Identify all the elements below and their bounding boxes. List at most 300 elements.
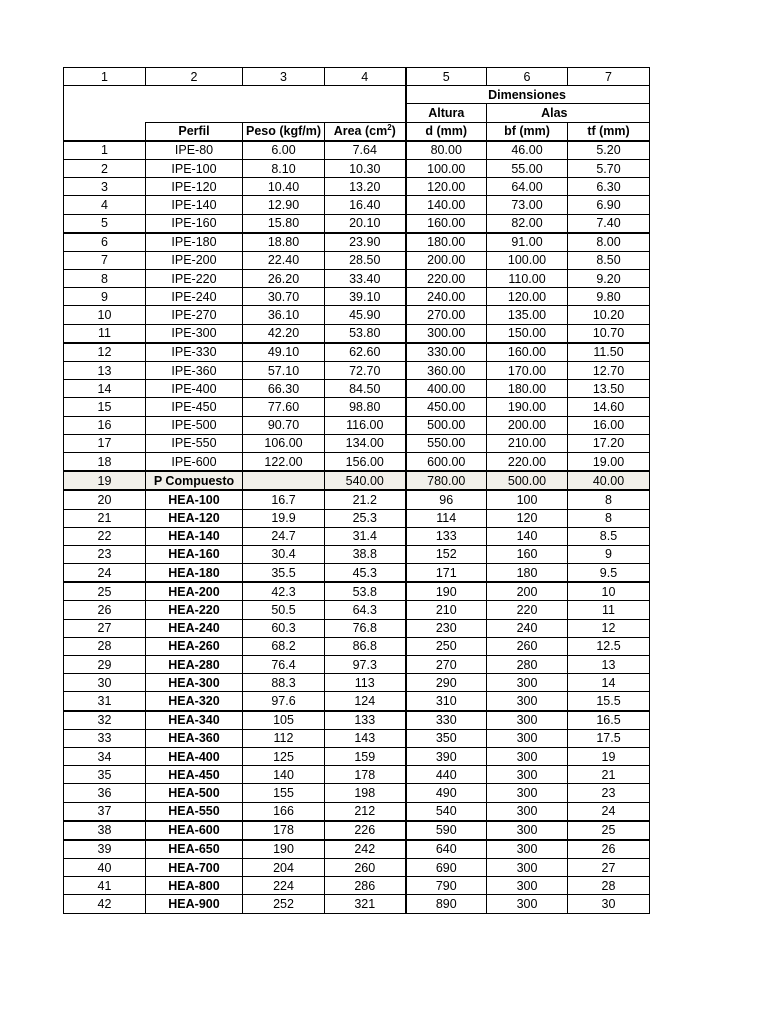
cell-perfil[interactable]: IPE-600 (146, 452, 243, 471)
cell-area[interactable]: 16.40 (325, 196, 406, 214)
cell-peso[interactable] (243, 471, 325, 490)
cell-perfil[interactable]: HEA-400 (146, 747, 243, 765)
cell-area[interactable]: 212 (325, 802, 406, 821)
cell-ala-tf[interactable]: 11.50 (568, 343, 650, 362)
empty-cell[interactable] (325, 86, 406, 104)
cell-ala-tf[interactable]: 10.70 (568, 324, 650, 343)
cell-ala-bf[interactable]: 300 (487, 784, 568, 802)
cell-peso[interactable]: 24.7 (243, 527, 325, 545)
cell-peso[interactable]: 224 (243, 877, 325, 895)
cell-perfil[interactable]: IPE-220 (146, 270, 243, 288)
cell-area[interactable]: 134.00 (325, 434, 406, 452)
cell-peso[interactable]: 252 (243, 895, 325, 913)
cell-area[interactable]: 21.2 (325, 490, 406, 509)
cell-area[interactable]: 7.64 (325, 141, 406, 160)
cell-ala-bf[interactable]: 300 (487, 766, 568, 784)
cell-perfil[interactable]: IPE-400 (146, 380, 243, 398)
cell-peso[interactable]: 30.70 (243, 288, 325, 306)
cell-perfil[interactable]: HEA-600 (146, 821, 243, 840)
cell-peso[interactable]: 90.70 (243, 416, 325, 434)
cell-ala-tf[interactable]: 12 (568, 619, 650, 637)
header-area[interactable] (325, 122, 406, 141)
empty-cell[interactable] (64, 122, 146, 141)
cell-row-number[interactable]: 27 (64, 619, 146, 637)
cell-perfil[interactable]: HEA-650 (146, 840, 243, 859)
cell-row-number[interactable]: 12 (64, 343, 146, 362)
cell-row-number[interactable]: 13 (64, 362, 146, 380)
cell-area[interactable]: 156.00 (325, 452, 406, 471)
cell-row-number[interactable]: 6 (64, 233, 146, 252)
empty-cell[interactable] (243, 86, 325, 104)
cell-peso[interactable]: 12.90 (243, 196, 325, 214)
cell-ala-bf[interactable]: 300 (487, 747, 568, 765)
cell-ala-tf[interactable]: 19.00 (568, 452, 650, 471)
cell-peso[interactable]: 42.20 (243, 324, 325, 343)
cell-ala-tf[interactable]: 5.20 (568, 141, 650, 160)
cell-peso[interactable]: 35.5 (243, 564, 325, 583)
cell-peso[interactable]: 125 (243, 747, 325, 765)
cell-peso[interactable]: 106.00 (243, 434, 325, 452)
cell-altura-d[interactable]: 133 (406, 527, 487, 545)
cell-area[interactable]: 10.30 (325, 159, 406, 177)
cell-perfil[interactable]: IPE-450 (146, 398, 243, 416)
cell-ala-tf[interactable]: 6.90 (568, 196, 650, 214)
cell-ala-tf[interactable]: 14.60 (568, 398, 650, 416)
cell-ala-bf[interactable]: 500.00 (487, 471, 568, 490)
cell-altura-d[interactable]: 180.00 (406, 233, 487, 252)
cell-ala-tf[interactable]: 13.50 (568, 380, 650, 398)
cell-ala-tf[interactable]: 11 (568, 601, 650, 619)
cell-ala-tf[interactable]: 9.20 (568, 270, 650, 288)
cell-ala-tf[interactable]: 8.5 (568, 527, 650, 545)
cell-perfil[interactable]: IPE-180 (146, 233, 243, 252)
cell-perfil[interactable]: HEA-360 (146, 729, 243, 747)
cell-ala-bf[interactable]: 120 (487, 509, 568, 527)
cell-row-number[interactable]: 39 (64, 840, 146, 859)
cell-altura-d[interactable]: 171 (406, 564, 487, 583)
cell-row-number[interactable]: 1 (64, 141, 146, 160)
cell-altura-d[interactable]: 160.00 (406, 214, 487, 233)
cell-perfil[interactable]: IPE-240 (146, 288, 243, 306)
cell-peso[interactable]: 97.6 (243, 692, 325, 711)
cell-peso[interactable]: 50.5 (243, 601, 325, 619)
cell-row-number[interactable]: 37 (64, 802, 146, 821)
cell-altura-d[interactable]: 360.00 (406, 362, 487, 380)
cell-area[interactable]: 133 (325, 711, 406, 730)
cell-ala-tf[interactable]: 40.00 (568, 471, 650, 490)
cell-area[interactable]: 198 (325, 784, 406, 802)
cell-ala-tf[interactable]: 6.30 (568, 178, 650, 196)
cell-row-number[interactable]: 29 (64, 656, 146, 674)
cell-altura-d[interactable]: 330 (406, 711, 487, 730)
cell-ala-tf[interactable]: 8 (568, 490, 650, 509)
cell-ala-tf[interactable]: 27 (568, 859, 650, 877)
cell-perfil[interactable]: HEA-900 (146, 895, 243, 913)
cell-perfil[interactable]: HEA-260 (146, 637, 243, 655)
empty-cell[interactable] (64, 104, 146, 122)
cell-peso[interactable]: 18.80 (243, 233, 325, 252)
cell-altura-d[interactable]: 96 (406, 490, 487, 509)
cell-area[interactable]: 143 (325, 729, 406, 747)
cell-area[interactable]: 13.20 (325, 178, 406, 196)
cell-row-number[interactable]: 26 (64, 601, 146, 619)
cell-peso[interactable]: 155 (243, 784, 325, 802)
cell-row-number[interactable]: 2 (64, 159, 146, 177)
cell-ala-tf[interactable]: 28 (568, 877, 650, 895)
cell-ala-tf[interactable]: 17.20 (568, 434, 650, 452)
cell-area[interactable]: 76.8 (325, 619, 406, 637)
cell-altura-d[interactable]: 270.00 (406, 306, 487, 324)
cell-altura-d[interactable]: 240.00 (406, 288, 487, 306)
cell-row-number[interactable]: 9 (64, 288, 146, 306)
cell-area[interactable]: 45.3 (325, 564, 406, 583)
cell-peso[interactable]: 30.4 (243, 545, 325, 563)
cell-peso[interactable]: 178 (243, 821, 325, 840)
cell-ala-bf[interactable]: 300 (487, 840, 568, 859)
cell-perfil[interactable]: IPE-500 (146, 416, 243, 434)
cell-ala-bf[interactable]: 160.00 (487, 343, 568, 362)
cell-perfil[interactable]: IPE-120 (146, 178, 243, 196)
cell-ala-tf[interactable]: 17.5 (568, 729, 650, 747)
cell-area[interactable]: 64.3 (325, 601, 406, 619)
cell-area[interactable]: 53.8 (325, 582, 406, 601)
cell-perfil[interactable]: HEA-700 (146, 859, 243, 877)
cell-peso[interactable]: 16.7 (243, 490, 325, 509)
cell-ala-tf[interactable]: 14 (568, 674, 650, 692)
cell-row-number[interactable]: 42 (64, 895, 146, 913)
cell-ala-tf[interactable]: 12.5 (568, 637, 650, 655)
cell-ala-bf[interactable]: 300 (487, 674, 568, 692)
cell-ala-bf[interactable]: 140 (487, 527, 568, 545)
cell-row-number[interactable]: 7 (64, 251, 146, 269)
cell-ala-bf[interactable]: 300 (487, 859, 568, 877)
cell-area[interactable]: 242 (325, 840, 406, 859)
cell-perfil[interactable]: IPE-270 (146, 306, 243, 324)
col-number-4[interactable]: 4 (325, 68, 406, 86)
cell-peso[interactable]: 166 (243, 802, 325, 821)
cell-ala-tf[interactable]: 9.80 (568, 288, 650, 306)
cell-row-number[interactable]: 11 (64, 324, 146, 343)
cell-ala-bf[interactable]: 300 (487, 895, 568, 913)
cell-ala-bf[interactable]: 300 (487, 821, 568, 840)
cell-altura-d[interactable]: 300.00 (406, 324, 487, 343)
cell-altura-d[interactable]: 450.00 (406, 398, 487, 416)
cell-peso[interactable]: 57.10 (243, 362, 325, 380)
cell-ala-bf[interactable]: 300 (487, 802, 568, 821)
group-header-dimensiones[interactable]: Dimensiones (487, 86, 568, 104)
cell-ala-tf[interactable]: 10 (568, 582, 650, 601)
cell-row-number[interactable]: 17 (64, 434, 146, 452)
sub-header-alas[interactable]: Alas (487, 104, 568, 122)
cell-area[interactable]: 159 (325, 747, 406, 765)
cell-ala-tf[interactable]: 7.40 (568, 214, 650, 233)
cell-perfil[interactable]: IPE-160 (146, 214, 243, 233)
cell-perfil[interactable]: HEA-180 (146, 564, 243, 583)
cell-ala-tf[interactable]: 21 (568, 766, 650, 784)
cell-altura-d[interactable]: 190 (406, 582, 487, 601)
cell-ala-tf[interactable]: 16.5 (568, 711, 650, 730)
cell-ala-bf[interactable]: 100.00 (487, 251, 568, 269)
cell-ala-tf[interactable]: 19 (568, 747, 650, 765)
cell-row-number[interactable]: 31 (64, 692, 146, 711)
cell-perfil[interactable]: IPE-100 (146, 159, 243, 177)
empty-cell[interactable] (325, 104, 406, 122)
cell-altura-d[interactable]: 140.00 (406, 196, 487, 214)
cell-ala-bf[interactable]: 300 (487, 877, 568, 895)
header-perfil[interactable]: Perfil (146, 122, 243, 141)
cell-area[interactable]: 97.3 (325, 656, 406, 674)
cell-row-number[interactable]: 24 (64, 564, 146, 583)
cell-altura-d[interactable]: 440 (406, 766, 487, 784)
cell-altura-d[interactable]: 640 (406, 840, 487, 859)
col-number-6[interactable]: 6 (487, 68, 568, 86)
cell-area[interactable]: 38.8 (325, 545, 406, 563)
cell-row-number[interactable]: 38 (64, 821, 146, 840)
cell-ala-tf[interactable]: 15.5 (568, 692, 650, 711)
cell-perfil[interactable]: HEA-280 (146, 656, 243, 674)
cell-altura-d[interactable]: 114 (406, 509, 487, 527)
cell-row-number[interactable]: 15 (64, 398, 146, 416)
cell-ala-tf[interactable]: 8.00 (568, 233, 650, 252)
cell-area[interactable]: 53.80 (325, 324, 406, 343)
cell-altura-d[interactable]: 80.00 (406, 141, 487, 160)
cell-row-number[interactable]: 5 (64, 214, 146, 233)
cell-perfil[interactable]: IPE-300 (146, 324, 243, 343)
cell-ala-tf[interactable]: 26 (568, 840, 650, 859)
cell-area[interactable]: 178 (325, 766, 406, 784)
cell-row-number[interactable]: 36 (64, 784, 146, 802)
cell-row-number[interactable]: 21 (64, 509, 146, 527)
cell-row-number[interactable]: 10 (64, 306, 146, 324)
cell-perfil[interactable]: HEA-100 (146, 490, 243, 509)
empty-cell[interactable] (243, 104, 325, 122)
cell-ala-tf[interactable]: 23 (568, 784, 650, 802)
cell-ala-tf[interactable]: 9.5 (568, 564, 650, 583)
cell-ala-bf[interactable]: 190.00 (487, 398, 568, 416)
cell-ala-tf[interactable]: 10.20 (568, 306, 650, 324)
cell-area[interactable]: 31.4 (325, 527, 406, 545)
cell-peso[interactable]: 68.2 (243, 637, 325, 655)
cell-peso[interactable]: 60.3 (243, 619, 325, 637)
cell-row-number[interactable]: 16 (64, 416, 146, 434)
cell-perfil[interactable]: HEA-300 (146, 674, 243, 692)
cell-perfil[interactable]: HEA-220 (146, 601, 243, 619)
cell-area[interactable]: 28.50 (325, 251, 406, 269)
cell-area[interactable]: 98.80 (325, 398, 406, 416)
cell-perfil[interactable]: IPE-550 (146, 434, 243, 452)
cell-peso[interactable]: 66.30 (243, 380, 325, 398)
cell-row-number[interactable]: 32 (64, 711, 146, 730)
cell-perfil[interactable]: HEA-200 (146, 582, 243, 601)
cell-peso[interactable]: 22.40 (243, 251, 325, 269)
cell-altura-d[interactable]: 540 (406, 802, 487, 821)
cell-perfil[interactable]: HEA-450 (146, 766, 243, 784)
cell-row-number[interactable]: 28 (64, 637, 146, 655)
cell-row-number[interactable]: 33 (64, 729, 146, 747)
cell-peso[interactable]: 26.20 (243, 270, 325, 288)
cell-ala-bf[interactable]: 200 (487, 582, 568, 601)
cell-ala-tf[interactable]: 16.00 (568, 416, 650, 434)
cell-perfil[interactable]: HEA-550 (146, 802, 243, 821)
cell-perfil[interactable]: HEA-160 (146, 545, 243, 563)
cell-area[interactable]: 62.60 (325, 343, 406, 362)
cell-altura-d[interactable]: 230 (406, 619, 487, 637)
header-d[interactable]: d (mm) (406, 122, 487, 141)
cell-ala-bf[interactable]: 55.00 (487, 159, 568, 177)
cell-peso[interactable]: 15.80 (243, 214, 325, 233)
cell-peso[interactable]: 19.9 (243, 509, 325, 527)
cell-area[interactable]: 39.10 (325, 288, 406, 306)
cell-ala-bf[interactable]: 46.00 (487, 141, 568, 160)
cell-area[interactable]: 540.00 (325, 471, 406, 490)
cell-row-number[interactable]: 8 (64, 270, 146, 288)
cell-row-number[interactable]: 35 (64, 766, 146, 784)
cell-peso[interactable]: 105 (243, 711, 325, 730)
cell-peso[interactable]: 42.3 (243, 582, 325, 601)
cell-area[interactable]: 72.70 (325, 362, 406, 380)
cell-row-number[interactable]: 34 (64, 747, 146, 765)
cell-altura-d[interactable]: 290 (406, 674, 487, 692)
cell-area[interactable]: 45.90 (325, 306, 406, 324)
cell-ala-bf[interactable]: 170.00 (487, 362, 568, 380)
cell-altura-d[interactable]: 780.00 (406, 471, 487, 490)
cell-area[interactable]: 226 (325, 821, 406, 840)
cell-ala-bf[interactable]: 280 (487, 656, 568, 674)
cell-peso[interactable]: 49.10 (243, 343, 325, 362)
cell-altura-d[interactable]: 100.00 (406, 159, 487, 177)
cell-altura-d[interactable]: 250 (406, 637, 487, 655)
cell-perfil[interactable]: IPE-80 (146, 141, 243, 160)
cell-ala-bf[interactable]: 300 (487, 729, 568, 747)
cell-ala-tf[interactable]: 8 (568, 509, 650, 527)
cell-altura-d[interactable]: 590 (406, 821, 487, 840)
cell-row-number[interactable]: 18 (64, 452, 146, 471)
header-bf[interactable]: bf (mm) (487, 122, 568, 141)
cell-area[interactable]: 33.40 (325, 270, 406, 288)
cell-perfil[interactable]: HEA-340 (146, 711, 243, 730)
col-number-3[interactable]: 3 (243, 68, 325, 86)
cell-peso[interactable]: 8.10 (243, 159, 325, 177)
cell-peso[interactable]: 190 (243, 840, 325, 859)
cell-area[interactable]: 124 (325, 692, 406, 711)
cell-perfil[interactable]: IPE-360 (146, 362, 243, 380)
cell-altura-d[interactable]: 310 (406, 692, 487, 711)
cell-altura-d[interactable]: 690 (406, 859, 487, 877)
cell-area[interactable]: 84.50 (325, 380, 406, 398)
cell-altura-d[interactable]: 220.00 (406, 270, 487, 288)
cell-ala-bf[interactable]: 220 (487, 601, 568, 619)
cell-altura-d[interactable]: 400.00 (406, 380, 487, 398)
cell-ala-bf[interactable]: 120.00 (487, 288, 568, 306)
cell-perfil[interactable]: HEA-800 (146, 877, 243, 895)
cell-ala-bf[interactable]: 180.00 (487, 380, 568, 398)
cell-altura-d[interactable]: 550.00 (406, 434, 487, 452)
cell-altura-d[interactable]: 120.00 (406, 178, 487, 196)
cell-ala-tf[interactable]: 30 (568, 895, 650, 913)
sub-header-altura[interactable]: Altura (406, 104, 487, 122)
col-number-5[interactable]: 5 (406, 68, 487, 86)
cell-row-number[interactable]: 25 (64, 582, 146, 601)
header-peso[interactable]: Peso (kgf/m) (243, 122, 325, 141)
cell-ala-tf[interactable]: 24 (568, 802, 650, 821)
cell-row-number[interactable]: 19 (64, 471, 146, 490)
cell-row-number[interactable]: 4 (64, 196, 146, 214)
cell-peso[interactable]: 204 (243, 859, 325, 877)
cell-ala-bf[interactable]: 260 (487, 637, 568, 655)
cell-perfil[interactable]: P Compuesto (146, 471, 243, 490)
cell-ala-bf[interactable]: 300 (487, 692, 568, 711)
cell-perfil[interactable]: HEA-320 (146, 692, 243, 711)
cell-ala-bf[interactable]: 240 (487, 619, 568, 637)
cell-ala-tf[interactable]: 5.70 (568, 159, 650, 177)
cell-peso[interactable]: 6.00 (243, 141, 325, 160)
col-number-7[interactable]: 7 (568, 68, 650, 86)
cell-area[interactable]: 113 (325, 674, 406, 692)
cell-peso[interactable]: 112 (243, 729, 325, 747)
col-number-2[interactable]: 2 (146, 68, 243, 86)
cell-ala-bf[interactable]: 150.00 (487, 324, 568, 343)
cell-perfil[interactable]: IPE-330 (146, 343, 243, 362)
cell-row-number[interactable]: 22 (64, 527, 146, 545)
cell-ala-bf[interactable]: 180 (487, 564, 568, 583)
header-tf[interactable]: tf (mm) (568, 122, 650, 141)
cell-ala-bf[interactable]: 100 (487, 490, 568, 509)
cell-row-number[interactable]: 20 (64, 490, 146, 509)
cell-row-number[interactable]: 41 (64, 877, 146, 895)
empty-cell[interactable] (568, 86, 650, 104)
cell-ala-bf[interactable]: 300 (487, 711, 568, 730)
cell-ala-bf[interactable]: 64.00 (487, 178, 568, 196)
cell-ala-bf[interactable]: 220.00 (487, 452, 568, 471)
cell-row-number[interactable]: 40 (64, 859, 146, 877)
cell-perfil[interactable]: HEA-240 (146, 619, 243, 637)
cell-altura-d[interactable]: 330.00 (406, 343, 487, 362)
cell-ala-tf[interactable]: 8.50 (568, 251, 650, 269)
cell-row-number[interactable]: 30 (64, 674, 146, 692)
cell-area[interactable]: 116.00 (325, 416, 406, 434)
cell-area[interactable]: 260 (325, 859, 406, 877)
cell-ala-tf[interactable]: 25 (568, 821, 650, 840)
cell-perfil[interactable]: IPE-200 (146, 251, 243, 269)
cell-ala-tf[interactable]: 12.70 (568, 362, 650, 380)
empty-cell[interactable] (146, 86, 243, 104)
cell-ala-bf[interactable]: 73.00 (487, 196, 568, 214)
cell-peso[interactable]: 122.00 (243, 452, 325, 471)
cell-ala-bf[interactable]: 91.00 (487, 233, 568, 252)
empty-cell[interactable] (406, 86, 487, 104)
cell-row-number[interactable]: 14 (64, 380, 146, 398)
cell-peso[interactable]: 76.4 (243, 656, 325, 674)
empty-cell[interactable] (64, 86, 146, 104)
cell-ala-bf[interactable]: 160 (487, 545, 568, 563)
cell-perfil[interactable]: IPE-140 (146, 196, 243, 214)
cell-altura-d[interactable]: 350 (406, 729, 487, 747)
cell-area[interactable]: 25.3 (325, 509, 406, 527)
cell-peso[interactable]: 140 (243, 766, 325, 784)
cell-row-number[interactable]: 23 (64, 545, 146, 563)
cell-ala-bf[interactable]: 200.00 (487, 416, 568, 434)
cell-ala-bf[interactable]: 135.00 (487, 306, 568, 324)
cell-ala-bf[interactable]: 82.00 (487, 214, 568, 233)
cell-altura-d[interactable]: 490 (406, 784, 487, 802)
cell-altura-d[interactable]: 600.00 (406, 452, 487, 471)
cell-peso[interactable]: 10.40 (243, 178, 325, 196)
cell-peso[interactable]: 77.60 (243, 398, 325, 416)
cell-ala-tf[interactable]: 9 (568, 545, 650, 563)
cell-altura-d[interactable]: 270 (406, 656, 487, 674)
empty-cell[interactable] (146, 104, 243, 122)
cell-peso[interactable]: 36.10 (243, 306, 325, 324)
